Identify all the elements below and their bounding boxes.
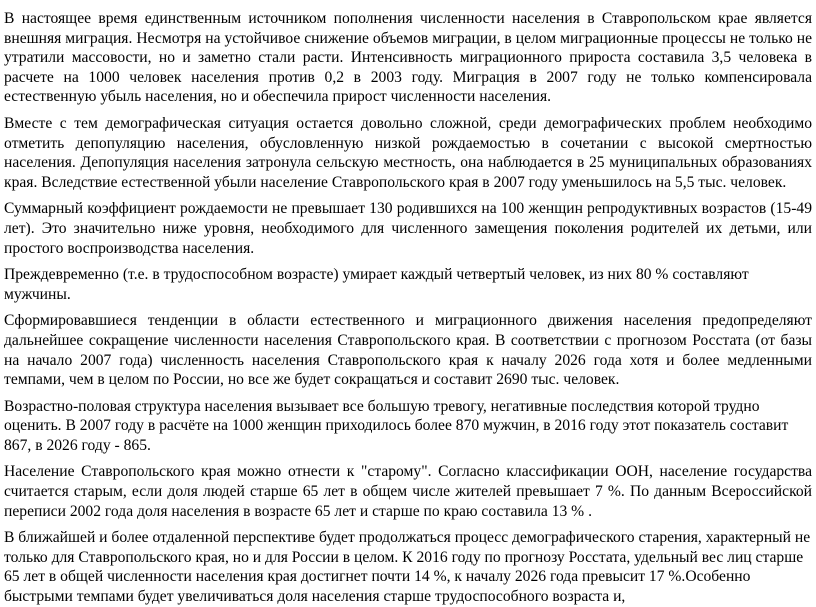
- paragraph-forecast: Сформировавшиеся тенденции в области естественного и миграционного движения населения предопределяют дальнейшее сокращение численности населения Ставропольского края. В соответствии с прогнозом Росстата (от базы на начало 2007 года) численность населения Ставропольского края к началу 2026 года хотя и более медленными темпами, чем в целом по России, но все же будет сокращаться и составит 2690 тыс. человек.: [4, 312, 812, 389]
- paragraph-migration: В настоящее время единственным источником пополнения численности населения в Ставропольском крае является внешняя миграция. Несмотря на устойчивое снижение объемов миграции, в целом миграционные процессы не только не утратили массовости, но и заметно стали расти. Интенсивность миграционного прироста составила 3,5 человека в расчете на 1000 человек населения против 0,2 в 2003 году. Миграция в 2007 году не только компенсировала естественную убыль населения, но и обеспечила прирост численности населения.: [4, 10, 812, 106]
- paragraph-fertility: Суммарный коэффициент рождаемости не превышает 130 родившихся на 100 женщин репродуктивных возрастов (15-49 лет). Это значительно ниже уровня, необходимого для численного замещения поколения родителей их детьми, или простого воспроизводства населения.: [4, 200, 812, 257]
- paragraph-age-sex-structure: Возрастно-половая структура населения вызывает все большую тревогу, негативные последствия которой трудно оценить. В 2007 году в расчёте на 1000 женщин приходилось более 870 мужчин, в 2016 году этот показатель составит 867, в 2026 году - 865.: [4, 397, 789, 454]
- paragraph-depopulation: Вместе с тем демографическая ситуация остается довольно сложной, среди демографических проблем необходимо отметить депопуляцию населения, обусловленную низкой рождаемостью в сочетании с высокой смертностью населения. Депопуляция населения затронула сельскую местность, она наблюдается в 25 муниципальных образованиях края. Вследствие естественной убыли население Ставропольского края в 2007 году уменьшилось на 5,5 тыс. человек.: [4, 114, 812, 191]
- paragraph-mortality: Преждевременно (т.е. в трудоспособном возрасте) умирает каждый четвертый человек, из них 80 % составляют мужчины.: [4, 266, 749, 303]
- paragraph-aging-outlook: В ближайшей и более отдаленной перспективе будет продолжаться процесс демографического старения, характерный не только для Ставропольского края, но и для России в целом. К 2016 году по прогнозу Росстата, удельный вес лиц старше 65 лет в общей численности населения края достигнет почти 14 %, к началу 2026 года превысит 17 %.Особенно быстрыми темпами будет увеличиваться доля населения старше трудоспособного возраста и,: [4, 529, 811, 606]
- paragraph-old-population: Население Ставропольского края можно отнести к "старому". Согласно классификации ООН, население государства считается старым, если доля людей старше 65 лет в общем числе жителей превышает 7 %. По данным Всероссийской переписи 2002 года доля населения в возрасте 65 лет и старше по краю составила 13 % .: [4, 463, 812, 520]
